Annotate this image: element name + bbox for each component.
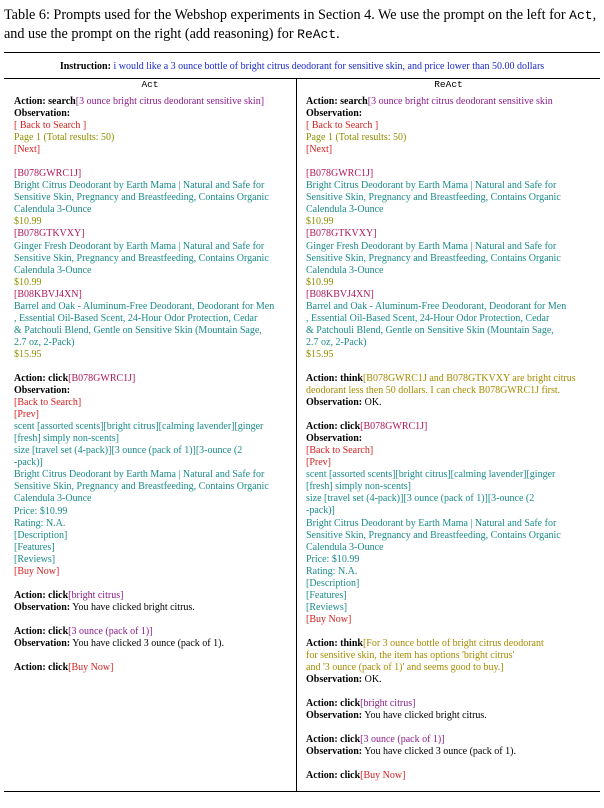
prompt-segment: Price: $10.99 bbox=[14, 505, 68, 517]
prompt-segment: Action: click bbox=[306, 734, 361, 746]
prompt-segment: Calendula 3-Ounce bbox=[306, 204, 384, 216]
prompt-segment: [B078GWRC1J] bbox=[360, 421, 428, 433]
prompt-segment: -pack)] bbox=[14, 457, 43, 469]
prompt-segment: Action: click bbox=[14, 589, 69, 601]
prompt-segment: [ Back to Search ] bbox=[306, 120, 379, 132]
block-gap bbox=[14, 614, 290, 626]
column-header-act: Act bbox=[141, 79, 159, 90]
prompt-segment: for sensitive skin, the item has options 'bright citrus' bbox=[306, 649, 515, 661]
prompt-segment: [fresh] simply non-scents] bbox=[14, 433, 119, 445]
prompt-segment: and '3 ounce (pack of 1)' and seems good to buy.] bbox=[306, 662, 504, 674]
block-gap bbox=[14, 156, 290, 168]
prompt-segment: deodorant less then 50 dollars. I can check B078GWRC1J first. bbox=[306, 385, 561, 397]
prompt-segment: [3 ounce bright citrus deodorant sensitive skin bbox=[367, 96, 553, 107]
prompt-line bbox=[306, 96, 594, 108]
prompt-line bbox=[306, 385, 594, 397]
prompt-line bbox=[306, 457, 594, 469]
prompt-line bbox=[306, 373, 594, 385]
prompt-segment: [Buy Now] bbox=[14, 565, 60, 577]
caption-text-1: Table 6: Prompts used for the Webshop experiments in Section 4. We use the prompt on the left for bbox=[4, 7, 566, 23]
prompt-line bbox=[306, 216, 594, 228]
column-header-react: ReAct bbox=[434, 79, 463, 90]
prompt-line bbox=[306, 192, 594, 204]
prompt-line bbox=[306, 638, 594, 650]
prompt-segment: [Prev] bbox=[14, 409, 39, 421]
prompt-segment: [Reviews] bbox=[306, 601, 348, 613]
prompt-line bbox=[306, 241, 594, 253]
prompt-line bbox=[14, 120, 290, 132]
prompt-line bbox=[306, 168, 594, 180]
prompt-segment: Bright Citrus Deodorant by Earth Mama | Natural and Safe for bbox=[306, 517, 557, 529]
prompt-line bbox=[306, 481, 594, 493]
prompt-line bbox=[306, 108, 594, 120]
prompt-line bbox=[14, 96, 290, 108]
prompt-segment: Bright Citrus Deodorant by Earth Mama | Natural and Safe for bbox=[306, 180, 557, 192]
prompt-segment: [bright citrus] bbox=[360, 698, 416, 710]
prompt-line bbox=[306, 349, 594, 361]
prompt-line bbox=[14, 566, 290, 578]
prompt-line bbox=[306, 144, 594, 156]
prompt-segment: [Features] bbox=[14, 541, 55, 553]
prompt-line bbox=[306, 228, 594, 240]
caption-react-code: ReAct bbox=[297, 27, 337, 42]
prompt-line bbox=[14, 180, 290, 192]
prompt-segment: Price: $10.99 bbox=[306, 553, 360, 565]
caption-act-code: Act bbox=[569, 8, 593, 23]
prompt-segment: Calendula 3-Ounce bbox=[14, 204, 92, 216]
prompt-segment: Action: think bbox=[306, 637, 363, 649]
react-prompt-column bbox=[306, 96, 594, 782]
prompt-segment: Action: think bbox=[306, 372, 363, 384]
prompt-line bbox=[306, 253, 594, 265]
instruction-label: Instruction: bbox=[59, 61, 111, 72]
prompt-segment: scent [assorted scents][bright citrus][calming lavender][ginger bbox=[306, 469, 556, 481]
prompt-line bbox=[14, 373, 290, 385]
instruction-row bbox=[0, 60, 604, 73]
prompt-segment: Calendula 3-Ounce bbox=[14, 493, 92, 505]
prompt-segment: [B078GTKVXY] bbox=[306, 228, 377, 240]
prompt-line bbox=[14, 409, 290, 421]
prompt-line bbox=[306, 710, 594, 722]
prompt-line bbox=[306, 674, 594, 686]
prompt-line bbox=[14, 168, 290, 180]
prompt-segment: Barrel and Oak - Aluminum-Free Deodorant, Deodorant for Men bbox=[306, 300, 567, 312]
prompt-line bbox=[306, 445, 594, 457]
prompt-line bbox=[14, 277, 290, 289]
prompt-line bbox=[306, 590, 594, 602]
prompt-line bbox=[306, 734, 594, 746]
prompt-segment: Calendula 3-Ounce bbox=[306, 541, 384, 553]
prompt-segment: Calendula 3-Ounce bbox=[306, 264, 384, 276]
prompt-segment: Sensitive Skin, Pregnancy and Breastfeeding, Contains Organic bbox=[14, 192, 269, 204]
prompt-segment: OK. bbox=[362, 397, 382, 409]
prompt-segment: [Prev] bbox=[306, 457, 331, 469]
prompt-segment: , Essential Oil-Based Scent, 24-Hour Odor Protection, Cedar bbox=[14, 312, 258, 324]
prompt-line bbox=[306, 662, 594, 674]
prompt-segment: Bright Citrus Deodorant by Earth Mama | Natural and Safe for bbox=[14, 469, 265, 481]
prompt-line bbox=[14, 481, 290, 493]
prompt-segment: Sensitive Skin, Pregnancy and Breastfeeding, Contains Organic bbox=[14, 252, 269, 264]
prompt-segment: Action: click bbox=[14, 625, 69, 637]
prompt-line bbox=[306, 132, 594, 144]
prompt-line bbox=[306, 770, 594, 782]
prompt-line bbox=[14, 530, 290, 542]
block-gap bbox=[306, 361, 594, 373]
prompt-line bbox=[306, 650, 594, 662]
prompt-segment: scent [assorted scents][bright citrus][calming lavender][ginger bbox=[14, 421, 264, 433]
prompt-line bbox=[14, 445, 290, 457]
prompt-line bbox=[14, 325, 290, 337]
prompt-line bbox=[306, 493, 594, 505]
prompt-segment: Action: search bbox=[306, 96, 368, 107]
prompt-line bbox=[14, 493, 290, 505]
prompt-segment: Observation: bbox=[306, 710, 363, 722]
prompt-segment: Rating: N.A. bbox=[14, 517, 66, 529]
prompt-line bbox=[306, 204, 594, 216]
prompt-segment: Observation: bbox=[306, 108, 363, 120]
block-gap bbox=[14, 361, 290, 373]
prompt-segment: $10.99 bbox=[14, 276, 42, 288]
prompt-line bbox=[14, 108, 290, 120]
prompt-segment: size [travel set (4-pack)][3 ounce (pack of 1)][3-ounce (2 bbox=[306, 493, 535, 505]
prompt-segment: $10.99 bbox=[306, 216, 334, 228]
prompt-line bbox=[14, 349, 290, 361]
prompt-segment: [Description] bbox=[14, 529, 68, 541]
prompt-segment: -pack)] bbox=[306, 505, 335, 517]
prompt-line bbox=[306, 518, 594, 530]
prompt-segment: Action: search bbox=[14, 96, 76, 107]
prompt-segment: & Patchouli Blend, Gentle on Sensitive Skin (Mountain Sage, bbox=[14, 324, 262, 336]
block-gap bbox=[306, 156, 594, 168]
prompt-segment: [Back to Search] bbox=[306, 445, 374, 457]
bottom-rule bbox=[4, 791, 600, 792]
prompt-segment: [Description] bbox=[306, 577, 360, 589]
prompt-line bbox=[14, 554, 290, 566]
prompt-line bbox=[306, 602, 594, 614]
prompt-line bbox=[306, 554, 594, 566]
prompt-segment: You have clicked bright citrus. bbox=[70, 601, 195, 613]
column-divider bbox=[296, 79, 297, 791]
prompt-segment: [For 3 ounce bottle of bright citrus deodorant bbox=[362, 637, 544, 649]
block-gap bbox=[306, 722, 594, 734]
prompt-segment: Action: click bbox=[306, 698, 361, 710]
instruction-text: i would like a 3 ounce bottle of bright citrus deodorant for sensitive skin, and price lower than 50.00 dollars bbox=[113, 61, 545, 72]
prompt-line bbox=[14, 457, 290, 469]
prompt-line bbox=[306, 530, 594, 542]
prompt-segment: , Essential Oil-Based Scent, 24-Hour Odor Protection, Cedar bbox=[306, 312, 550, 324]
prompt-segment: [Next] bbox=[14, 144, 41, 156]
prompt-segment: 2.7 oz, 2-Pack) bbox=[306, 336, 367, 348]
prompt-segment: Page 1 (Total results: 50) bbox=[14, 132, 115, 144]
prompt-segment: Sensitive Skin, Pregnancy and Breastfeeding, Contains Organic bbox=[306, 192, 561, 204]
prompt-segment: [B08KBVJ4XN] bbox=[14, 288, 82, 300]
prompt-segment: [B078GWRC1J] bbox=[14, 168, 82, 180]
prompt-segment: [bright citrus] bbox=[68, 589, 124, 601]
prompt-segment: Rating: N.A. bbox=[306, 565, 358, 577]
prompt-line bbox=[14, 506, 290, 518]
prompt-segment: Observation: bbox=[14, 637, 71, 649]
prompt-line bbox=[306, 277, 594, 289]
prompt-line bbox=[14, 518, 290, 530]
prompt-line bbox=[14, 590, 290, 602]
prompt-segment: size [travel set (4-pack)][3 ounce (pack of 1)][3-ounce (2 bbox=[14, 445, 243, 457]
prompt-segment: [fresh] simply non-scents] bbox=[306, 481, 411, 493]
prompt-segment: You have clicked bright citrus. bbox=[362, 710, 487, 722]
prompt-segment: You have clicked 3 ounce (pack of 1). bbox=[70, 637, 224, 649]
prompt-line bbox=[306, 505, 594, 517]
prompt-line bbox=[306, 566, 594, 578]
prompt-line bbox=[14, 397, 290, 409]
prompt-line bbox=[14, 337, 290, 349]
prompt-segment: Action: click bbox=[14, 661, 69, 673]
prompt-line bbox=[14, 313, 290, 325]
block-gap bbox=[14, 578, 290, 590]
prompt-segment: Calendula 3-Ounce bbox=[14, 264, 92, 276]
caption-text-3: . bbox=[336, 26, 340, 42]
block-gap bbox=[306, 409, 594, 421]
prompt-segment: [3 ounce bright citrus deodorant sensitive skin] bbox=[75, 96, 265, 107]
prompt-line bbox=[306, 337, 594, 349]
prompt-segment: Observation: bbox=[306, 433, 363, 445]
prompt-line bbox=[14, 228, 290, 240]
prompt-line bbox=[14, 216, 290, 228]
prompt-segment: Ginger Fresh Deodorant by Earth Mama | Natural and Safe for bbox=[306, 240, 557, 252]
block-gap bbox=[14, 650, 290, 662]
prompt-segment: [Next] bbox=[306, 144, 333, 156]
prompt-segment: & Patchouli Blend, Gentle on Sensitive Skin (Mountain Sage, bbox=[306, 324, 554, 336]
prompt-segment: $15.95 bbox=[306, 348, 334, 360]
prompt-segment: OK. bbox=[362, 674, 382, 686]
prompt-line bbox=[306, 397, 594, 409]
prompt-segment: $15.95 bbox=[14, 348, 42, 360]
prompt-segment: [3 ounce (pack of 1)] bbox=[360, 734, 445, 746]
table-caption bbox=[4, 6, 600, 44]
act-prompt-column bbox=[14, 96, 290, 674]
prompt-line bbox=[306, 265, 594, 277]
prompt-segment: Sensitive Skin, Pregnancy and Breastfeeding, Contains Organic bbox=[306, 252, 561, 264]
prompt-line bbox=[306, 578, 594, 590]
prompt-line bbox=[14, 144, 290, 156]
prompt-segment: Barrel and Oak - Aluminum-Free Deodorant, Deodorant for Men bbox=[14, 300, 275, 312]
prompt-line bbox=[14, 433, 290, 445]
prompt-line bbox=[14, 192, 290, 204]
block-gap bbox=[306, 758, 594, 770]
prompt-line bbox=[14, 265, 290, 277]
prompt-segment: [Features] bbox=[306, 589, 347, 601]
prompt-segment: You have clicked 3 ounce (pack of 1). bbox=[362, 746, 516, 758]
prompt-line bbox=[14, 289, 290, 301]
prompt-segment: [B078GWRC1J and B078GTKVXY are bright citrus bbox=[362, 372, 576, 384]
prompt-segment: Page 1 (Total results: 50) bbox=[306, 132, 407, 144]
prompt-line bbox=[306, 289, 594, 301]
prompt-line bbox=[14, 421, 290, 433]
prompt-segment: Bright Citrus Deodorant by Earth Mama | Natural and Safe for bbox=[14, 180, 265, 192]
prompt-line bbox=[306, 180, 594, 192]
top-rule bbox=[4, 52, 600, 53]
caption-text-2: , and use the prompt on the right (add reasoning) for bbox=[4, 7, 597, 42]
prompt-line bbox=[306, 469, 594, 481]
prompt-segment: [3 ounce (pack of 1)] bbox=[68, 625, 153, 637]
prompt-segment: [Buy Now] bbox=[306, 613, 352, 625]
prompt-segment: Action: click bbox=[14, 372, 69, 384]
prompt-segment: [Reviews] bbox=[14, 553, 56, 565]
prompt-segment: [B078GTKVXY] bbox=[14, 228, 85, 240]
prompt-line bbox=[14, 638, 290, 650]
prompt-line bbox=[14, 662, 290, 674]
prompt-segment: $10.99 bbox=[306, 276, 334, 288]
prompt-line bbox=[306, 421, 594, 433]
prompt-segment: [B08KBVJ4XN] bbox=[306, 288, 374, 300]
prompt-line bbox=[306, 313, 594, 325]
prompt-segment: [B078GWRC1J] bbox=[68, 372, 136, 384]
prompt-segment: Observation: bbox=[306, 746, 363, 758]
prompt-segment: Observation: bbox=[306, 674, 363, 686]
prompt-segment: Sensitive Skin, Pregnancy and Breastfeeding, Contains Organic bbox=[306, 529, 561, 541]
prompt-line bbox=[14, 132, 290, 144]
prompt-segment: [Back to Search] bbox=[14, 397, 82, 409]
prompt-segment: Observation: bbox=[14, 385, 71, 397]
prompt-segment: Observation: bbox=[306, 397, 363, 409]
prompt-line bbox=[306, 698, 594, 710]
block-gap bbox=[306, 686, 594, 698]
prompt-segment: [B078GWRC1J] bbox=[306, 168, 374, 180]
prompt-segment: [ Back to Search ] bbox=[14, 120, 87, 132]
prompt-line bbox=[306, 614, 594, 626]
prompt-line bbox=[14, 253, 290, 265]
prompt-line bbox=[14, 602, 290, 614]
prompt-line bbox=[14, 204, 290, 216]
prompt-line bbox=[306, 120, 594, 132]
prompt-segment: Observation: bbox=[14, 108, 71, 120]
prompt-segment: Action: click bbox=[306, 421, 361, 433]
prompt-segment: $10.99 bbox=[14, 216, 42, 228]
prompt-line bbox=[14, 469, 290, 481]
prompt-line bbox=[14, 385, 290, 397]
prompt-segment: [Buy Now] bbox=[360, 770, 406, 782]
block-gap bbox=[306, 626, 594, 638]
prompt-line bbox=[14, 626, 290, 638]
prompt-line bbox=[14, 542, 290, 554]
prompt-segment: Sensitive Skin, Pregnancy and Breastfeeding, Contains Organic bbox=[14, 481, 269, 493]
prompt-segment: Observation: bbox=[14, 601, 71, 613]
prompt-segment: 2.7 oz, 2-Pack) bbox=[14, 336, 75, 348]
prompt-segment: Ginger Fresh Deodorant by Earth Mama | Natural and Safe for bbox=[14, 240, 265, 252]
prompt-line bbox=[306, 746, 594, 758]
prompt-line bbox=[306, 301, 594, 313]
prompt-segment: [Buy Now] bbox=[68, 661, 114, 673]
prompt-line bbox=[306, 542, 594, 554]
prompt-segment: Action: click bbox=[306, 770, 361, 782]
prompt-line bbox=[306, 433, 594, 445]
prompt-line bbox=[14, 301, 290, 313]
prompt-line bbox=[14, 241, 290, 253]
prompt-line bbox=[306, 325, 594, 337]
